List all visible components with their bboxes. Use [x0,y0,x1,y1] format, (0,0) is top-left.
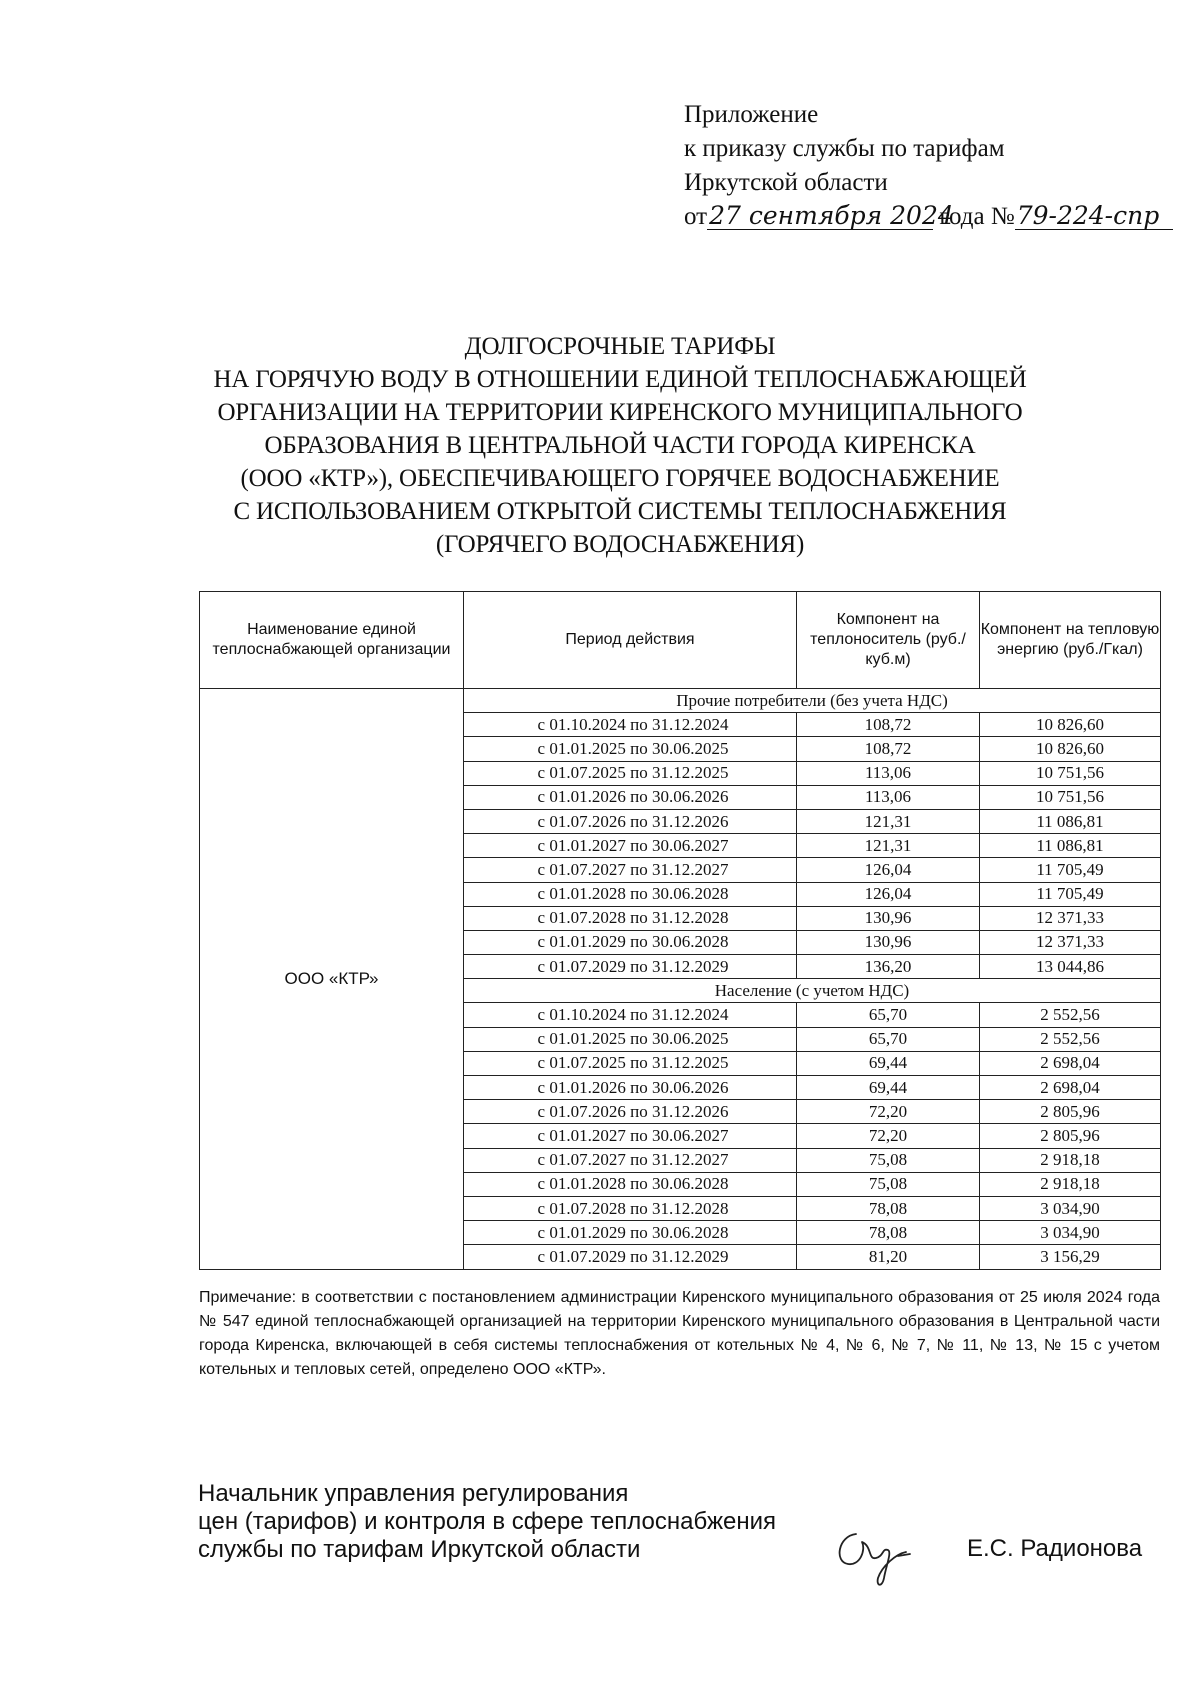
org-name-cell: ООО «КТР» [200,689,464,1270]
group-label: Население (с учетом НДС) [464,979,1161,1003]
energy-cell: 3 156,29 [980,1245,1161,1269]
period-cell: с 01.01.2027 по 30.06.2027 [464,834,797,858]
header-period: Период действия [464,592,797,689]
appendix-date-line [684,200,1173,234]
title-line: ОБРАЗОВАНИЯ В ЦЕНТРАЛЬНОЙ ЧАСТИ ГОРОДА КИРЕНСКА [264,432,976,459]
header-org: Наименование единой теплоснабжающей организации [200,592,464,689]
carrier-cell: 126,04 [797,882,980,906]
energy-cell: 2 918,18 [980,1172,1161,1196]
header-energy: Компонент на тепловую энергию (руб./Гкал) [980,592,1161,689]
carrier-cell: 69,44 [797,1051,980,1075]
carrier-cell: 130,96 [797,906,980,930]
carrier-cell: 121,31 [797,834,980,858]
carrier-cell: 126,04 [797,858,980,882]
energy-cell: 11 086,81 [980,834,1161,858]
carrier-cell: 136,20 [797,955,980,979]
energy-cell: 2 552,56 [980,1003,1161,1027]
header-carrier: Компонент на теплоноситель (руб./куб.м) [797,592,980,689]
period-cell: с 01.07.2029 по 31.12.2029 [464,955,797,979]
energy-cell: 3 034,90 [980,1196,1161,1220]
energy-cell: 10 826,60 [980,713,1161,737]
year-word: года № [939,203,1015,230]
energy-cell: 2 805,96 [980,1100,1161,1124]
energy-cell: 3 034,90 [980,1221,1161,1245]
carrier-cell: 108,72 [797,737,980,761]
period-cell: с 01.07.2025 по 31.12.2025 [464,761,797,785]
period-cell: с 01.01.2027 по 30.06.2027 [464,1124,797,1148]
energy-cell: 10 826,60 [980,737,1161,761]
carrier-cell: 72,20 [797,1100,980,1124]
group-label: Прочие потребители (без учета НДС) [464,689,1161,713]
period-cell: с 01.01.2025 по 30.06.2025 [464,737,797,761]
energy-cell: 12 371,33 [980,906,1161,930]
energy-cell: 12 371,33 [980,930,1161,954]
energy-cell: 2 805,96 [980,1124,1161,1148]
period-cell: с 01.07.2028 по 31.12.2028 [464,1196,797,1220]
appendix-line-1: Приложение [684,101,819,128]
period-cell: с 01.01.2028 по 30.06.2028 [464,1172,797,1196]
tariff-table [199,591,1161,1270]
carrier-cell: 130,96 [797,930,980,954]
title-line: (ООО «КТР»), ОБЕСПЕЧИВАЮЩЕГО ГОРЯЧЕЕ ВОДОСНАБЖЕНИЕ [240,465,1000,492]
carrier-cell: 81,20 [797,1245,980,1269]
period-cell: с 01.01.2026 по 30.06.2026 [464,1076,797,1100]
signatory-position-line-2: цен (тарифов) и контроля в сфере теплоснабжения [198,1508,777,1535]
handwritten-date: 27 сентября 2024 [709,201,954,230]
period-cell: с 01.07.2026 по 31.12.2026 [464,809,797,833]
appendix-line-2: к приказу службы по тарифам [684,135,1005,162]
carrier-cell: 65,70 [797,1003,980,1027]
from-prefix: от [684,203,708,230]
appendix-line-3: Иркутской области [684,169,888,196]
carrier-cell: 113,06 [797,785,980,809]
energy-cell: 2 552,56 [980,1027,1161,1051]
title-line: С ИСПОЛЬЗОВАНИЕМ ОТКРЫТОЙ СИСТЕМЫ ТЕПЛОСНАБЖЕНИЯ [233,498,1007,525]
carrier-cell: 113,06 [797,761,980,785]
title-line: (ГОРЯЧЕГО ВОДОСНАБЖЕНИЯ) [435,531,805,558]
energy-cell: 13 044,86 [980,955,1161,979]
handwritten-signature [826,1512,926,1592]
period-cell: с 01.01.2028 по 30.06.2028 [464,882,797,906]
document-title [180,330,1060,561]
energy-cell: 10 751,56 [980,761,1161,785]
period-cell: с 01.07.2027 по 31.12.2027 [464,858,797,882]
energy-cell: 2 698,04 [980,1051,1161,1075]
period-cell: с 01.07.2025 по 31.12.2025 [464,1051,797,1075]
carrier-cell: 78,08 [797,1196,980,1220]
energy-cell: 11 705,49 [980,858,1161,882]
carrier-cell: 75,08 [797,1148,980,1172]
period-cell: с 01.10.2024 по 31.12.2024 [464,713,797,737]
period-cell: с 01.01.2026 по 30.06.2026 [464,785,797,809]
period-cell: с 01.07.2027 по 31.12.2027 [464,1148,797,1172]
appendix-header [684,98,1173,234]
energy-cell: 2 918,18 [980,1148,1161,1172]
carrier-cell: 108,72 [797,713,980,737]
period-cell: с 01.10.2024 по 31.12.2024 [464,1003,797,1027]
signatory-name: Е.С. Радионова [967,1535,1143,1562]
energy-cell: 11 086,81 [980,809,1161,833]
group-row [200,689,1161,713]
carrier-cell: 75,08 [797,1172,980,1196]
period-cell: с 01.07.2028 по 31.12.2028 [464,906,797,930]
carrier-cell: 72,20 [797,1124,980,1148]
title-line: ОРГАНИЗАЦИИ НА ТЕРРИТОРИИ КИРЕНСКОГО МУНИЦИПАЛЬНОГО [217,399,1023,426]
period-cell: с 01.07.2026 по 31.12.2026 [464,1100,797,1124]
title-line: НА ГОРЯЧУЮ ВОДУ В ОТНОШЕНИИ ЕДИНОЙ ТЕПЛОСНАБЖАЮЩЕЙ [213,366,1027,393]
table-header-row [200,592,1161,689]
handwritten-order-number: 79-224-спр [1015,203,1173,230]
title-line: ДОЛГОСРОЧНЫЕ ТАРИФЫ [464,333,776,360]
carrier-cell: 78,08 [797,1221,980,1245]
energy-cell: 2 698,04 [980,1076,1161,1100]
carrier-cell: 69,44 [797,1076,980,1100]
carrier-cell: 65,70 [797,1027,980,1051]
period-cell: с 01.01.2029 по 30.06.2028 [464,1221,797,1245]
period-cell: с 01.01.2025 по 30.06.2025 [464,1027,797,1051]
energy-cell: 10 751,56 [980,785,1161,809]
signatory-position-line-1: Начальник управления регулирования [198,1480,629,1507]
note-paragraph: Примечание: в соответствии с постановлением администрации Киренского муниципального образования от 25 июля 2024 года № 547 единой теплоснабжающей организацией на территории Киренского муниципального образования в Центральной части города Киренска, включающей в себя системы теплоснабжения от котельных № 4, № 6, № 7, № 11, № 13, № 15 с учетом котельных и тепловых сетей, определено ООО «КТР». [199,1289,1160,1378]
period-cell: с 01.01.2029 по 30.06.2028 [464,930,797,954]
energy-cell: 11 705,49 [980,882,1161,906]
period-cell: с 01.07.2029 по 31.12.2029 [464,1245,797,1269]
signatory-position-line-3: службы по тарифам Иркутской области [198,1536,641,1563]
carrier-cell: 121,31 [797,809,980,833]
signatory-position [198,1480,776,1564]
